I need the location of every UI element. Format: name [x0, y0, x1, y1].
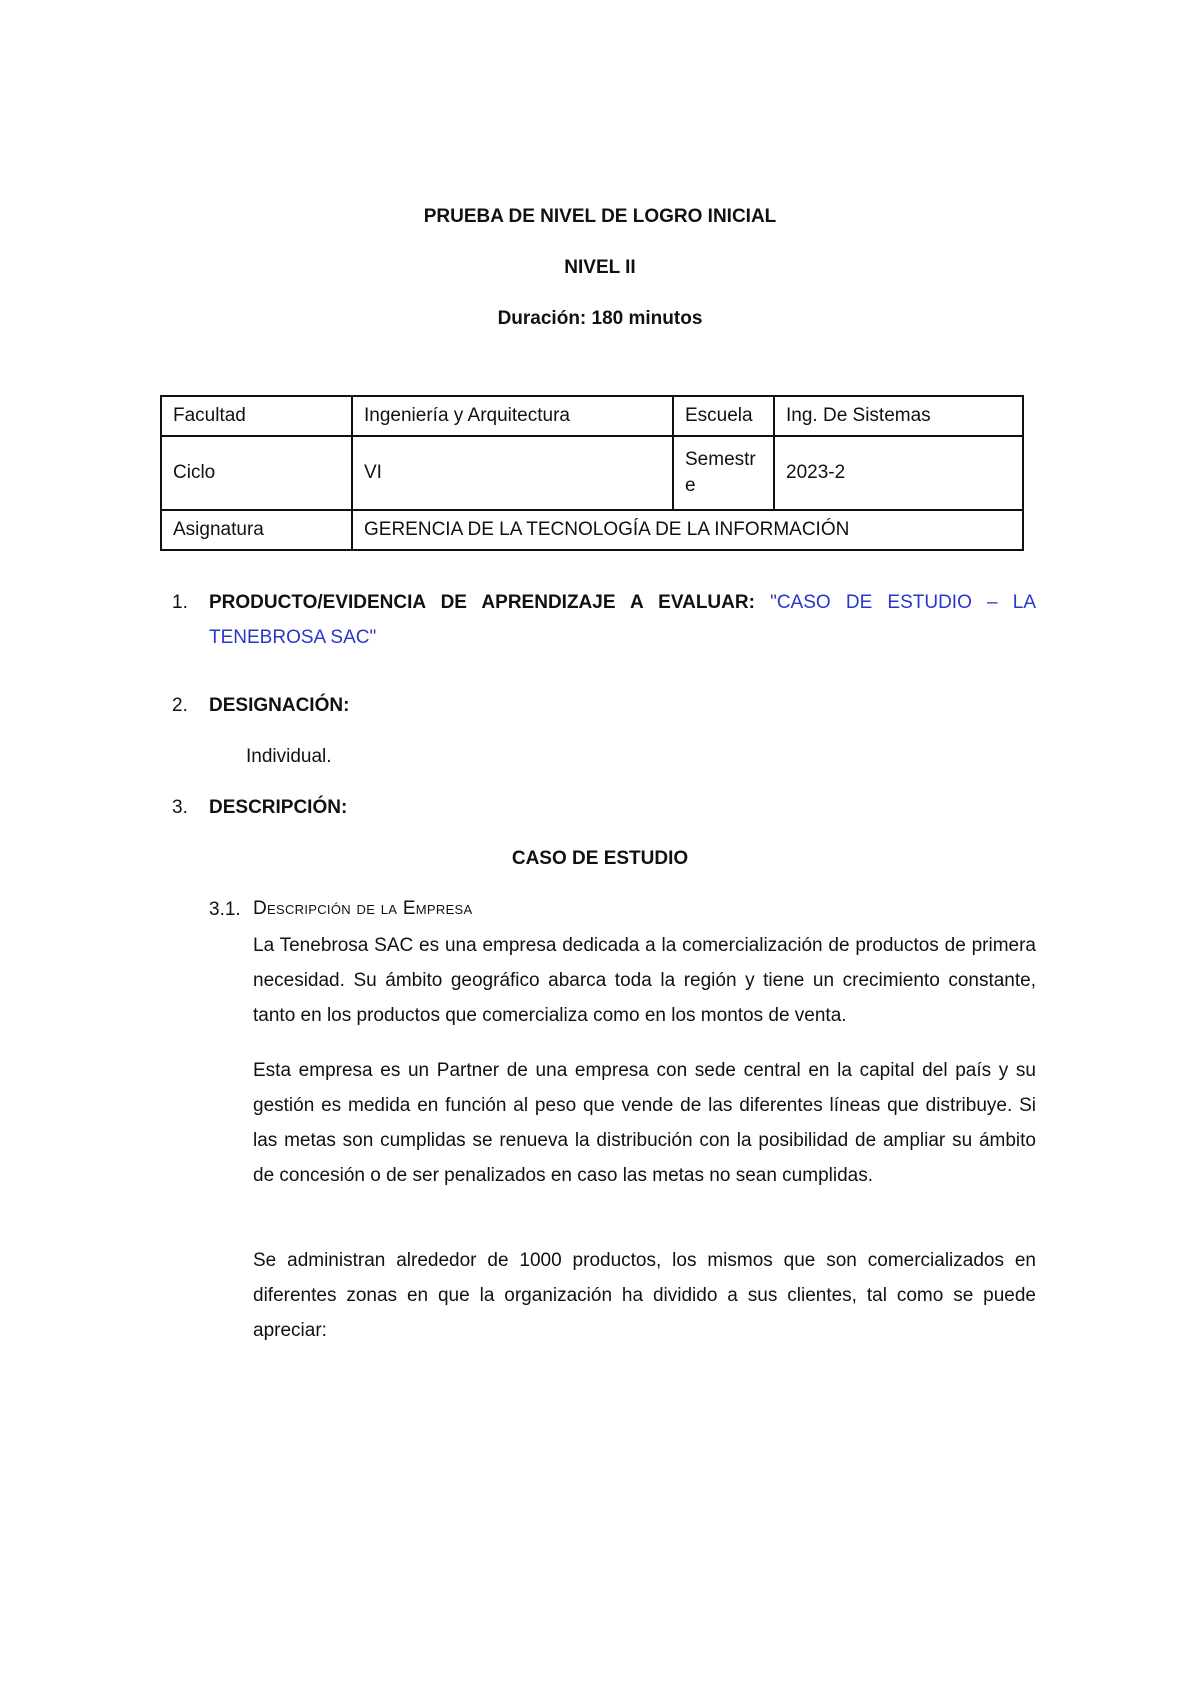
section-heading: DESCRIPCIÓN:: [209, 797, 348, 818]
document-title: PRUEBA DE NIVEL DE LOGRO INICIAL: [423, 206, 777, 227]
table-cell: Ingeniería y Arquitectura: [352, 396, 673, 436]
section-3: [172, 790, 1036, 825]
section-1: [172, 585, 1036, 655]
section-2: [172, 688, 1036, 723]
info-table: [160, 395, 1024, 551]
duration-label: Duración: 180 minutos: [497, 308, 703, 329]
table-cell: 2023-2: [774, 436, 1023, 510]
table-cell: Ing. De Sistemas: [774, 396, 1023, 436]
table-cell: Ciclo: [161, 436, 352, 510]
subsection-number: 3.1.: [209, 899, 241, 920]
table-row: [161, 436, 1023, 510]
paragraph-3: Se administran alrededor de 1000 productos, los mismos que son comercializados en diferentes zonas en que la organización ha dividido a sus clientes, tal como se puede apreciar:: [253, 1250, 1036, 1341]
table-cell: Asignatura: [161, 510, 352, 550]
section-number: 1.: [172, 592, 188, 613]
paragraph-1: La Tenebrosa SAC es una empresa dedicada a la comercialización de productos de primera necesidad. Su ámbito geográfico abarca toda la región y tiene un crecimiento constante, tanto en los productos que comercializa como en los montos de venta.: [253, 935, 1036, 1026]
section-number: 3.: [172, 797, 188, 818]
table-cell: Semestre: [673, 436, 774, 510]
table-cell: GERENCIA DE LA TECNOLOGÍA DE LA INFORMACIÓN: [352, 510, 1023, 550]
section-heading: PRODUCTO/EVIDENCIA DE APRENDIZAJE A EVALUAR:: [209, 592, 755, 613]
evidence-link[interactable]: "CASO DE ESTUDIO – LA TENEBROSA SAC": [209, 592, 1037, 648]
section-heading: DESIGNACIÓN:: [209, 695, 350, 716]
designation-value: Individual.: [246, 746, 332, 767]
table-row: [161, 510, 1023, 550]
subsection-title: Descripción de la Empresa: [253, 898, 473, 919]
level-label: NIVEL II: [564, 257, 636, 278]
table-cell: Escuela: [673, 396, 774, 436]
table-cell: VI: [352, 436, 673, 510]
section-number: 2.: [172, 695, 188, 716]
case-title: CASO DE ESTUDIO: [511, 848, 689, 869]
table-row: [161, 396, 1023, 436]
table-cell: Facultad: [161, 396, 352, 436]
paragraph-2: Esta empresa es un Partner de una empresa con sede central en la capital del país y su gestión es medida en función al peso que vende de las diferentes líneas que distribuye. Si las metas son cumplidas se renueva la distribución con la posibilidad de ampliar su ámbito de concesión o de ser penalizados en caso las metas no sean cumplidas.: [253, 1060, 1036, 1186]
